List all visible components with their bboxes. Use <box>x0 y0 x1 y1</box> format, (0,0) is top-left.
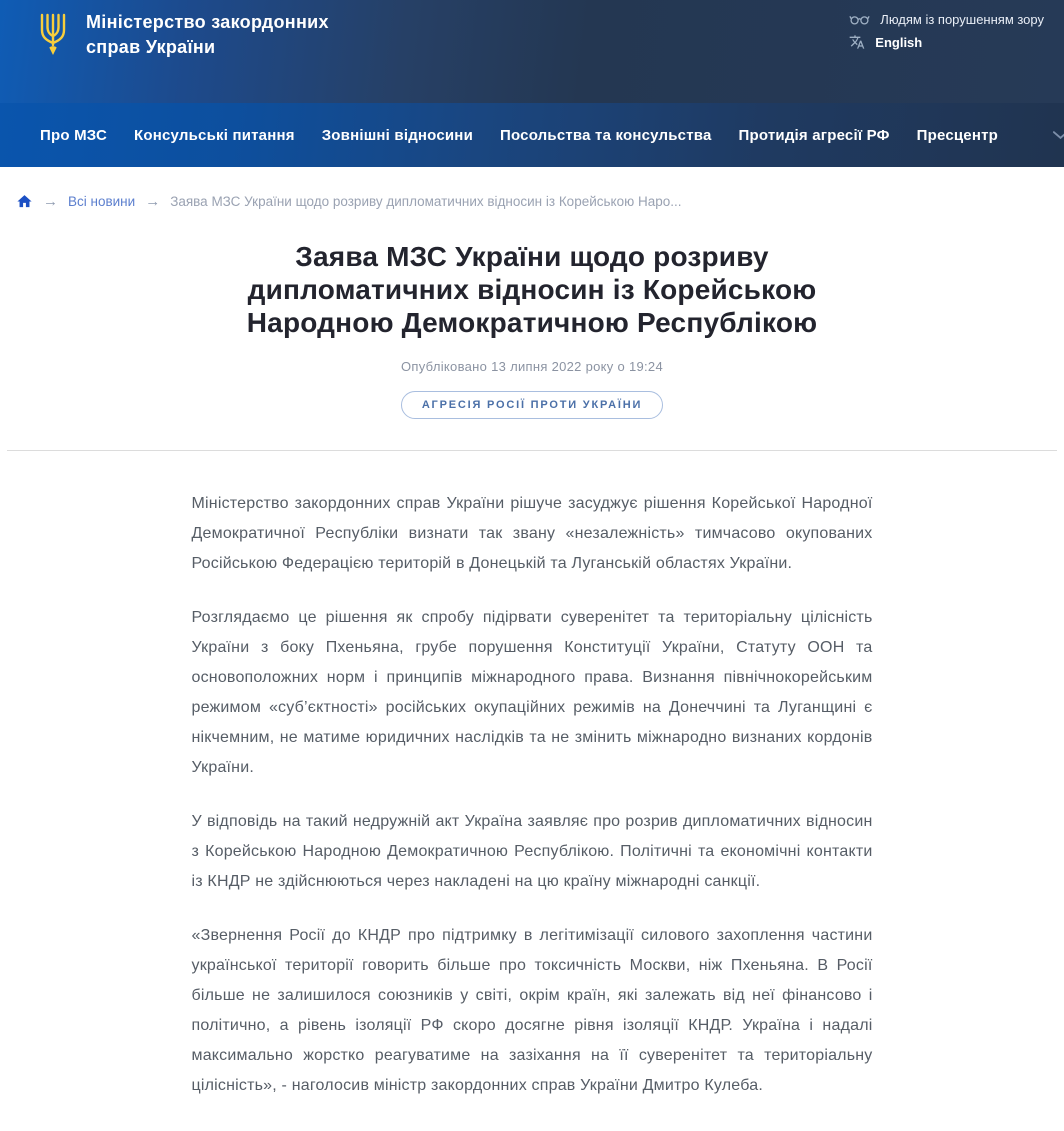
breadcrumb-separator: → <box>145 193 161 210</box>
nav-item-countering-aggression[interactable]: Протидія агресії РФ <box>738 126 890 144</box>
main-nav <box>0 103 1064 167</box>
chevron-down-icon[interactable] <box>1052 130 1064 140</box>
site-title: Міністерство закордонних справ України <box>86 12 329 57</box>
home-icon[interactable] <box>16 193 33 210</box>
header-utility-links <box>849 12 1044 50</box>
paragraph: У відповідь на такий недружній акт Україна заявляє про розрив дипломатичних відносин з Корейською Народною Демократичною Республікою. Політичні та економічні контакти із КНДР не здійснюються через накладені на цю країну міжнародні санкції. <box>191 813 873 890</box>
site-logo[interactable] <box>34 10 329 60</box>
accessibility-link[interactable]: Людям із порушенням зору <box>849 12 1044 27</box>
paragraph: Міністерство закордонних справ України рішуче засуджує рішення Корейської Народної Демократичної Республіки визнати так звану «незалежність» тимчасово окупованих Російською Федерацією територій в Донецькій та Луганській областях України. <box>191 495 873 572</box>
nav-item-foreign-relations[interactable]: Зовнішні відносини <box>321 126 473 144</box>
nav-item-press-center[interactable]: Пресцентр <box>916 126 999 144</box>
eyeglasses-icon <box>849 13 870 26</box>
language-switch[interactable]: English <box>849 34 1044 50</box>
breadcrumb-current: Заява МЗС України щодо розриву дипломатичних відносин із Корейською Наро... <box>170 194 682 209</box>
article <box>0 240 1064 1131</box>
breadcrumb-link-all-news[interactable]: Всі новини <box>68 194 136 209</box>
site-header <box>0 0 1064 103</box>
breadcrumb <box>0 167 1064 210</box>
page-title: Заява МЗС України щодо розриву дипломатичних відносин із Корейською Народною Демократичною Республікою <box>246 241 818 338</box>
paragraph: «Звернення Росії до КНДР про підтримку в легітимізації силового захоплення частини української території говорить більше про токсичність Москви, ніж Пхеньяна. В Росії більше не залишилося союзників у світі, окрім країн, які залежать від неї фінансово і політично, а рівень ізоляції РФ скоро досягне рівня ізоляції КНДР. Україна і надалі максимально жорстко реагуватиме на зазіхання на її суверенітет та територіальну цілісність», - наголосив міністр закордонних справ України Дмитро Кулеба. <box>191 927 873 1094</box>
article-header <box>182 240 882 419</box>
translate-icon <box>849 34 865 50</box>
paragraph: Розглядаємо це рішення як спробу підірвати суверенітет та територіальну цілісність України з боку Пхеньяна, грубе порушення Конституції України, Статуту ООН та основоположних норм і принципів міжнародного права. Визнання північнокорейським режимом «суб’єктності» російських окупаційних режимів на Донеччині та Луганщині є нікчемним, не матиме юридичних наслідків та не змінить міжнародно визнаних кордонів України. <box>191 609 873 776</box>
breadcrumb-separator: → <box>43 193 58 210</box>
nav-item-about-mfa[interactable]: Про МЗС <box>40 126 108 144</box>
article-tags <box>182 391 882 419</box>
article-body <box>192 451 873 1131</box>
nav-item-consular[interactable]: Консульські питання <box>134 126 295 144</box>
tag-badge[interactable]: АГРЕСІЯ РОСІЇ ПРОТИ УКРАЇНИ <box>401 391 663 419</box>
ukraine-trident-icon <box>34 10 72 58</box>
published-date: Опубліковано 13 липня 2022 року о 19:24 <box>400 359 663 374</box>
nav-item-embassies[interactable]: Посольства та консульства <box>500 126 712 144</box>
